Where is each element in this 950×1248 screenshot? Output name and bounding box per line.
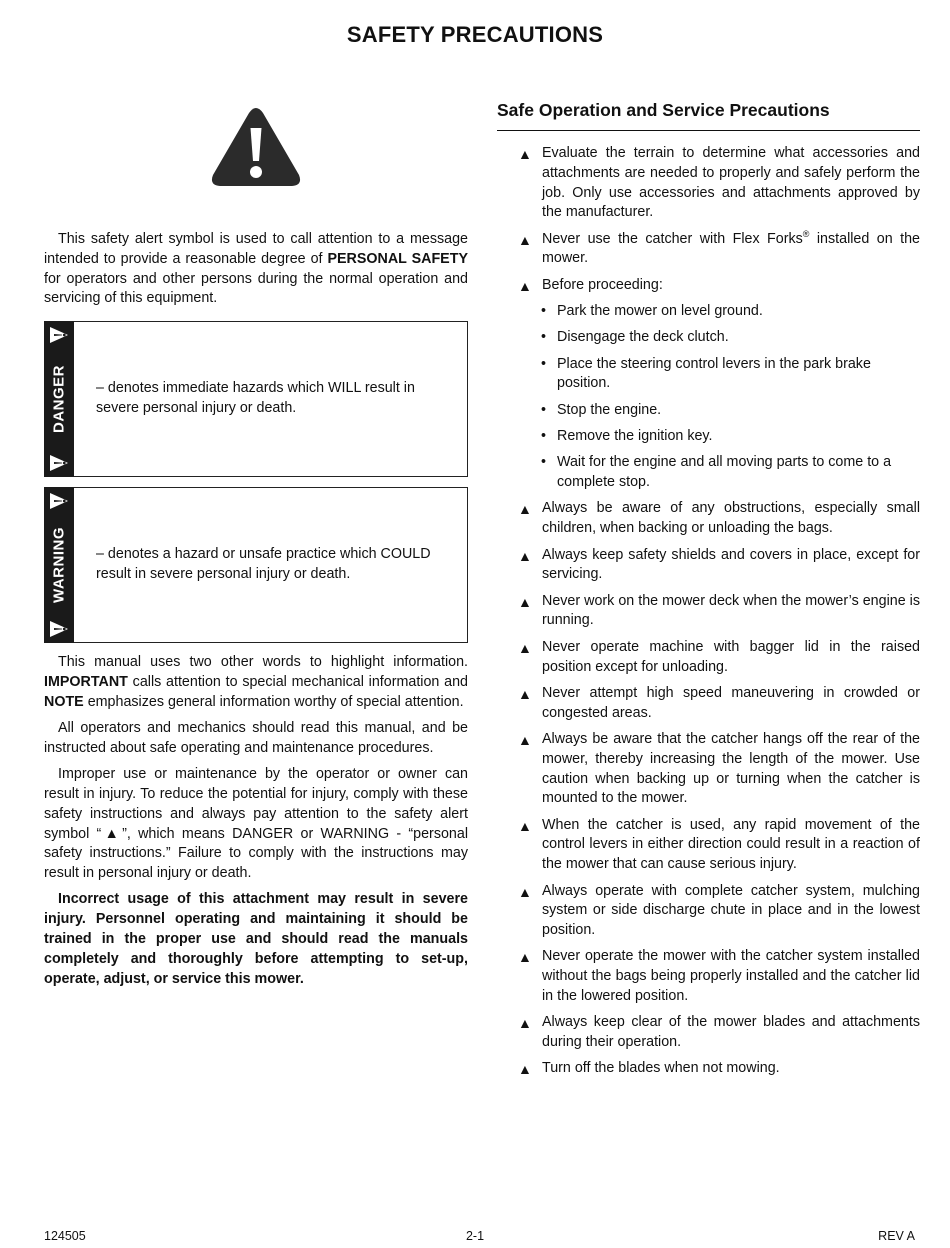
- list-item: ▲ Never operate machine with bagger lid in the raised position except for unloading.: [518, 638, 920, 675]
- warning-description: – denotes a hazard or unsafe practice which COULD result in severe personal injury or death.: [96, 546, 431, 583]
- list-item: ▲ Before proceeding: • Park the mower on level ground. • Disengage the deck clutch. • Place the steering control levers in the park brake position. • Stop the engine. • Remove the ignition key. • Wait for the engine and all moving parts to come to a complete stop.: [497, 276, 920, 493]
- list-item: ▲ Always operate with complete catcher system, mulching system or side discharge chute in place and in the lowest position.: [518, 882, 920, 939]
- alert-triangle-icon: [49, 325, 69, 345]
- list-item: ▲ Always keep safety shields and covers in place, except for servicing.: [518, 546, 920, 583]
- section-heading: Safe Operation and Service Precautions: [497, 100, 920, 131]
- list-item: ▲ Never use the catcher with Flex Forks® installed on the mower.: [518, 228, 920, 267]
- list-item: ▲ Turn off the blades when not mowing.: [497, 1059, 920, 1079]
- list-item: ▲ Never operate the mower with the catcher system installed without the bags being properly installed and the catcher lid in the lowered position.: [518, 948, 920, 1004]
- triangle-bullet-icon: ▲: [518, 883, 532, 900]
- triangle-bullet-icon: ▲: [518, 277, 532, 294]
- triangle-bullet-icon: ▲: [518, 731, 532, 748]
- precautions-list: [497, 144, 920, 1079]
- sub-list-item: • Park the mower on level ground.: [497, 302, 920, 322]
- footer-part-number: 124505: [44, 1229, 86, 1243]
- warning-triangle-icon: [210, 106, 302, 188]
- list-item: ▲ When the catcher is used, any rapid movement of the control levers in either direction could result in a reaction of the mower that can cause serious injury.: [518, 816, 920, 873]
- left-column: [44, 100, 468, 996]
- sub-list-item: • Disengage the deck clutch.: [497, 328, 920, 348]
- triangle-bullet-icon: ▲: [518, 231, 532, 248]
- alert-triangle-icon: [49, 619, 69, 639]
- danger-box: [44, 321, 468, 477]
- triangle-bullet-icon: ▲: [518, 1061, 532, 1078]
- triangle-bullet-icon: ▲: [518, 146, 532, 162]
- footer-page-number: 2-1: [465, 1229, 485, 1243]
- alert-triangle-icon: [49, 491, 69, 511]
- note-keyword: NOTE: [44, 693, 84, 710]
- triangle-bullet-icon: ▲: [518, 639, 532, 656]
- sub-list-item: • Place the steering control levers in the park brake position.: [541, 355, 871, 392]
- dot-bullet-icon: •: [541, 401, 547, 418]
- dot-bullet-icon: •: [541, 454, 547, 471]
- registered-mark: ®: [802, 228, 810, 239]
- sub-list-item: • Stop the engine.: [497, 401, 920, 421]
- before-proceeding-steps: [542, 302, 920, 493]
- list-item: ▲ Always be aware of any obstructions, especially small children, when backing or unloading the bags.: [518, 500, 920, 537]
- alert-triangle-icon: [49, 453, 69, 473]
- sub-list-item: • Remove the ignition key.: [497, 427, 920, 447]
- triangle-bullet-icon: ▲: [518, 501, 532, 518]
- intro-paragraph: This safety alert symbol is used to call attention to a message intended to provide a reasonable degree of PERSONAL SAFETY for operators and other persons during the normal operation and servicing of this equipment.: [44, 231, 468, 307]
- important-keyword: IMPORTANT: [44, 673, 128, 690]
- manual-words-paragraph: This manual uses two other words to highlight information. IMPORTANT calls attention to special mechanical information and NOTE emphasizes general information worthy of special attention.: [44, 654, 468, 710]
- dot-bullet-icon: •: [541, 329, 547, 346]
- list-item: ▲ Always be aware that the catcher hangs off the rear of the mower, thereby increasing the length of the mower. Use caution when backing up or turning when the catcher is mounted to the mower.: [518, 730, 920, 807]
- list-item: ▲ Always keep clear of the mower blades and attachments during their operation.: [518, 1014, 920, 1051]
- improper-use-paragraph: Improper use or maintenance by the operator or owner can result in injury. To reduce the potential for injury, comply with these safety instructions and always pay attention to the safety alert symbol “▲”, which means DANGER or WARNING - “personal safety instructions.” Failure to comply with the instructions may result in personal injury or death.: [44, 766, 468, 882]
- right-column: [497, 100, 920, 1086]
- dot-bullet-icon: •: [541, 303, 547, 320]
- personal-safety-emphasis: PERSONAL SAFETY: [327, 250, 468, 267]
- danger-description: – denotes immediate hazards which WILL result in severe personal injury or death.: [96, 380, 415, 417]
- triangle-bullet-icon: ▲: [518, 1015, 532, 1032]
- triangle-bullet-icon: ▲: [518, 547, 532, 564]
- sub-list-item: • Wait for the engine and all moving parts to come to a complete stop.: [541, 454, 892, 491]
- danger-label: DANGER: [50, 365, 68, 434]
- list-item: ▲ Never attempt high speed maneuvering in crowded or congested areas.: [518, 684, 920, 721]
- page-title: SAFETY PRECAUTIONS: [346, 22, 604, 47]
- operators-paragraph: All operators and mechanics should read this manual, and be instructed about safe operating and maintenance procedures.: [44, 720, 468, 756]
- triangle-bullet-icon: ▲: [518, 685, 532, 702]
- danger-signal-bar: [44, 321, 74, 477]
- triangle-bullet-icon: ▲: [518, 593, 532, 610]
- footer-revision: REV A: [878, 1229, 915, 1243]
- list-item: ▲ Evaluate the terrain to determine what accessories and attachments are needed to properly and safely perform the job. Only use accessories and attachments approved by the manufacturer.: [518, 145, 920, 221]
- warning-box: [44, 487, 468, 643]
- warning-signal-bar: [44, 487, 74, 643]
- dot-bullet-icon: •: [541, 355, 547, 372]
- dot-bullet-icon: •: [541, 428, 547, 445]
- incorrect-usage-paragraph: Incorrect usage of this attachment may result in severe injury. Personnel operating and maintaining it should be trained in the proper use and should read the manuals completely and thoroughly before attempting to set-up, operate, adjust, or service this mower.: [44, 891, 468, 987]
- triangle-bullet-icon: ▲: [518, 817, 532, 834]
- triangle-bullet-icon: ▲: [518, 949, 532, 966]
- warning-label: WARNING: [50, 527, 68, 604]
- list-item: ▲ Never work on the mower deck when the mower’s engine is running.: [518, 592, 920, 629]
